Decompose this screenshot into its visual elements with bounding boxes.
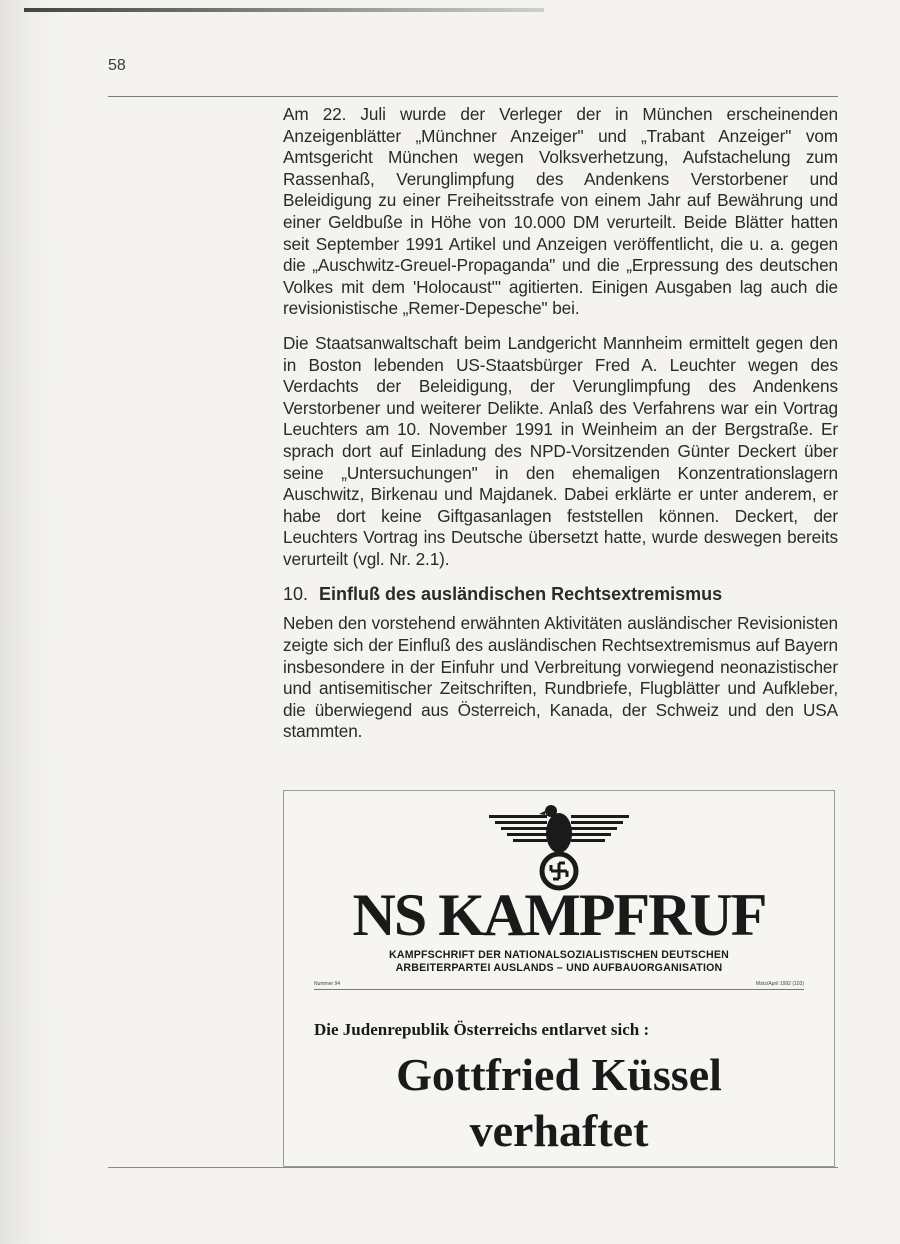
headline-line-1: Gottfried Küssel — [396, 1049, 722, 1100]
issue-info-row — [314, 981, 804, 987]
bottom-rule — [108, 1167, 838, 1168]
scan-edge — [0, 0, 60, 1244]
clipping-kicker: Die Judenrepublik Österreichs entlarvet sich : — [314, 1020, 650, 1039]
paragraph-auslaendischer-einfluss: Neben den vorstehend erwähnten Aktivitäten ausländischer Revisionisten zeigte sich der Einfluß des ausländischen Rechtsextremismus auf Bayern insbesondere in der Einfuhr und Verbreitung vorwiegend neonazistischer und antisemitischer Zeitschriften, Rundbriefe, Flugblätter und Aufkleber, die überwiegend aus Österreich, Kanada, der Schweiz und den USA stammten. — [283, 613, 838, 742]
clipping-rule — [314, 989, 804, 990]
section-title: Einfluß des ausländischen Rechtsextremismus — [319, 584, 723, 605]
paragraph-leuchter-ermittlung: Die Staatsanwaltschaft beim Landgericht Mannheim ermittelt gegen den in Boston lebenden US-Staatsbürger Fred A. Leuchter wegen des Verdachts der Beleidigung, der Verunglimpfung des Andenkens Verstorbener und weiterer Delikte. Anlaß des Verfahrens war ein Vortrag Leuchters am 10. November 1991 in Weinheim an der Bergstraße. Er sprach dort auf Einladung des NPD-Vorsitzenden Günter Deckert über seine „Untersuchungen" in den ehemaligen Konzentrationslagern Auschwitz, Birkenau und Majdanek. Dabei erklärte er unter anderem, er habe dort keine Giftgasanlagen feststellen können. Deckert, der Leuchters Vortrag ins Deutsche übersetzt hatte, wurde deswegen bereits verurteilt (vgl. Nr. 2.1). — [283, 332, 838, 569]
subtitle-line-1: KAMPFSCHRIFT DER NATIONALSOZIALISTISCHEN DEUTSCHEN — [389, 949, 729, 961]
masthead-subtitle — [284, 949, 834, 975]
top-rule — [108, 96, 838, 97]
masthead: NS KAMPFRUF — [352, 882, 766, 948]
headline-line-2: verhaftet — [469, 1105, 649, 1156]
clipping-headline — [284, 1047, 834, 1159]
issue-date: März/April 1992 (103) — [755, 981, 804, 987]
page-number: 58 — [108, 57, 126, 74]
section-number: 10. — [283, 584, 309, 605]
newspaper-clipping-image — [283, 790, 835, 1167]
issue-number: Nummer 94 — [314, 981, 341, 987]
section-heading — [283, 583, 838, 605]
text-column — [283, 104, 838, 756]
scan-artifact-bar — [24, 8, 544, 12]
paragraph-verleger-verurteilung: Am 22. Juli wurde der Verleger der in München erscheinenden Anzeigenblätter „Münchner Anzeiger" und „Trabant Anzeiger" vom Amtsgericht München wegen Volksverhetzung, Aufstachelung zum Rassenhaß, Verunglimpfung des Andenkens Verstorbener und Beleidigung zu einer Freiheitsstrafe von einem Jahr auf Bewährung und einer Geldbuße in Höhe von 10.000 DM verurteilt. Beide Blätter hatten seit September 1991 Artikel und Anzeigen veröffentlicht, die u. a. gegen die „Auschwitz-Greuel-Propaganda" und die „Erpressung des deutschen Volkes mit dem 'Holocaust'" agitierten. Einigen Ausgaben lag auch die revisionistische „Remer-Depesche" bei. — [283, 104, 838, 319]
subtitle-line-2: ARBEITERPARTEI AUSLANDS – UND AUFBAUORGANISATION — [395, 962, 723, 974]
